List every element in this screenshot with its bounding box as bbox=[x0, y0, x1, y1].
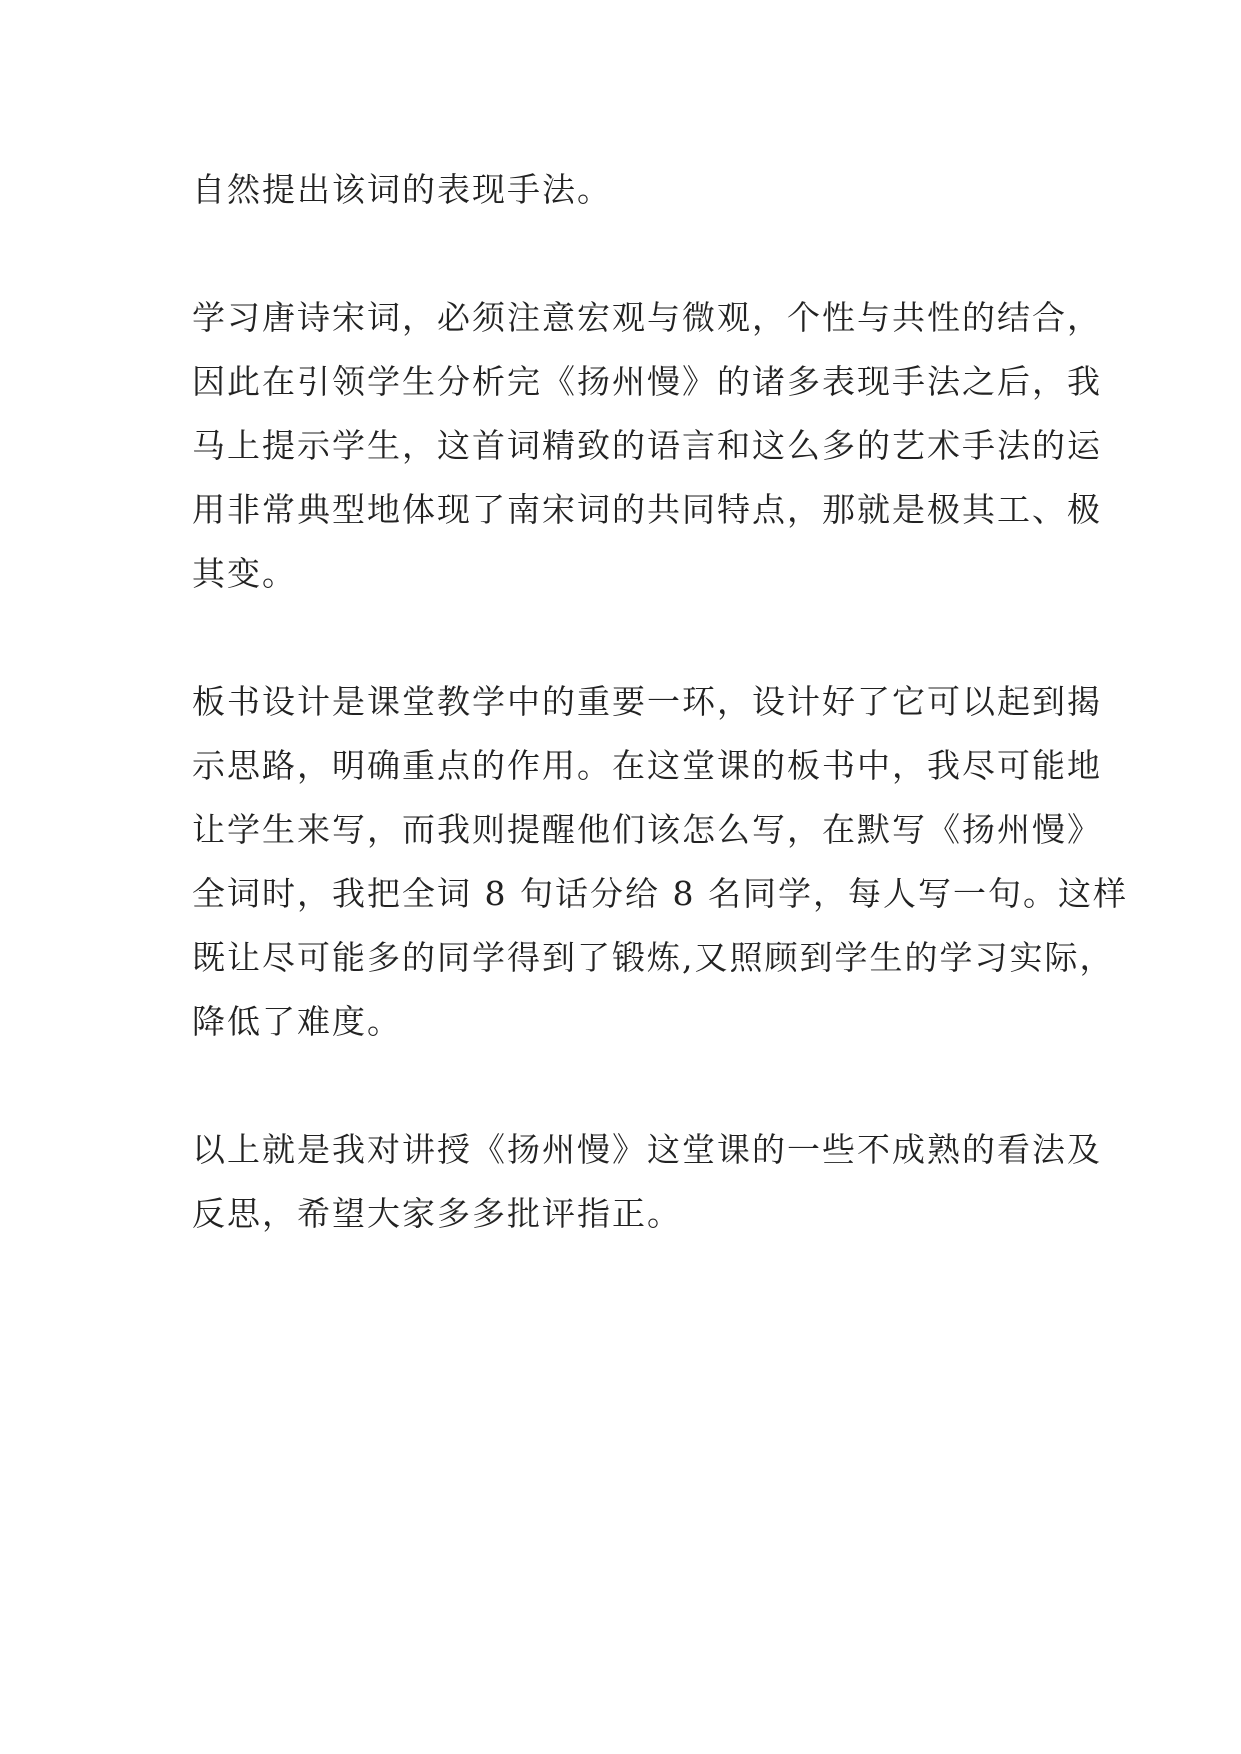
text-line: 全词时，我把全词 8 句话分给 8 名同学，每人写一句。这样 bbox=[192, 874, 1128, 913]
text-line: 板书设计是课堂教学中的重要一环，设计好了它可以起到揭 bbox=[192, 682, 1102, 721]
text-line: 以上就是我对讲授《扬州慢》这堂课的一些不成熟的看法及 bbox=[192, 1130, 1102, 1169]
text-line: 自然提出该词的表现手法。 bbox=[192, 170, 612, 209]
text-line: 既让尽可能多的同学得到了锻炼,又照顾到学生的学习实际， bbox=[192, 938, 1115, 977]
text-line: 降低了难度。 bbox=[192, 1002, 402, 1041]
text-line: 因此在引领学生分析完《扬州慢》的诸多表现手法之后，我 bbox=[192, 362, 1102, 401]
text-line: 用非常典型地体现了南宋词的共同特点，那就是极其工、极 bbox=[192, 490, 1102, 529]
text-line: 示思路，明确重点的作用。在这堂课的板书中，我尽可能地 bbox=[192, 746, 1102, 785]
text-line: 反思，希望大家多多批评指正。 bbox=[192, 1194, 682, 1233]
paragraph-1 bbox=[192, 158, 1072, 222]
paragraph-4 bbox=[192, 1118, 1102, 1246]
paragraph-2 bbox=[192, 286, 1102, 606]
text-line: 让学生来写，而我则提醒他们该怎么写，在默写《扬州慢》 bbox=[192, 810, 1102, 849]
text-line: 其变。 bbox=[192, 554, 297, 593]
document-body bbox=[192, 158, 1128, 1310]
paragraph-3 bbox=[192, 670, 1128, 1054]
text-line: 学习唐诗宋词，必须注意宏观与微观，个性与共性的结合， bbox=[192, 298, 1102, 337]
text-line: 马上提示学生，这首词精致的语言和这么多的艺术手法的运 bbox=[192, 426, 1102, 465]
